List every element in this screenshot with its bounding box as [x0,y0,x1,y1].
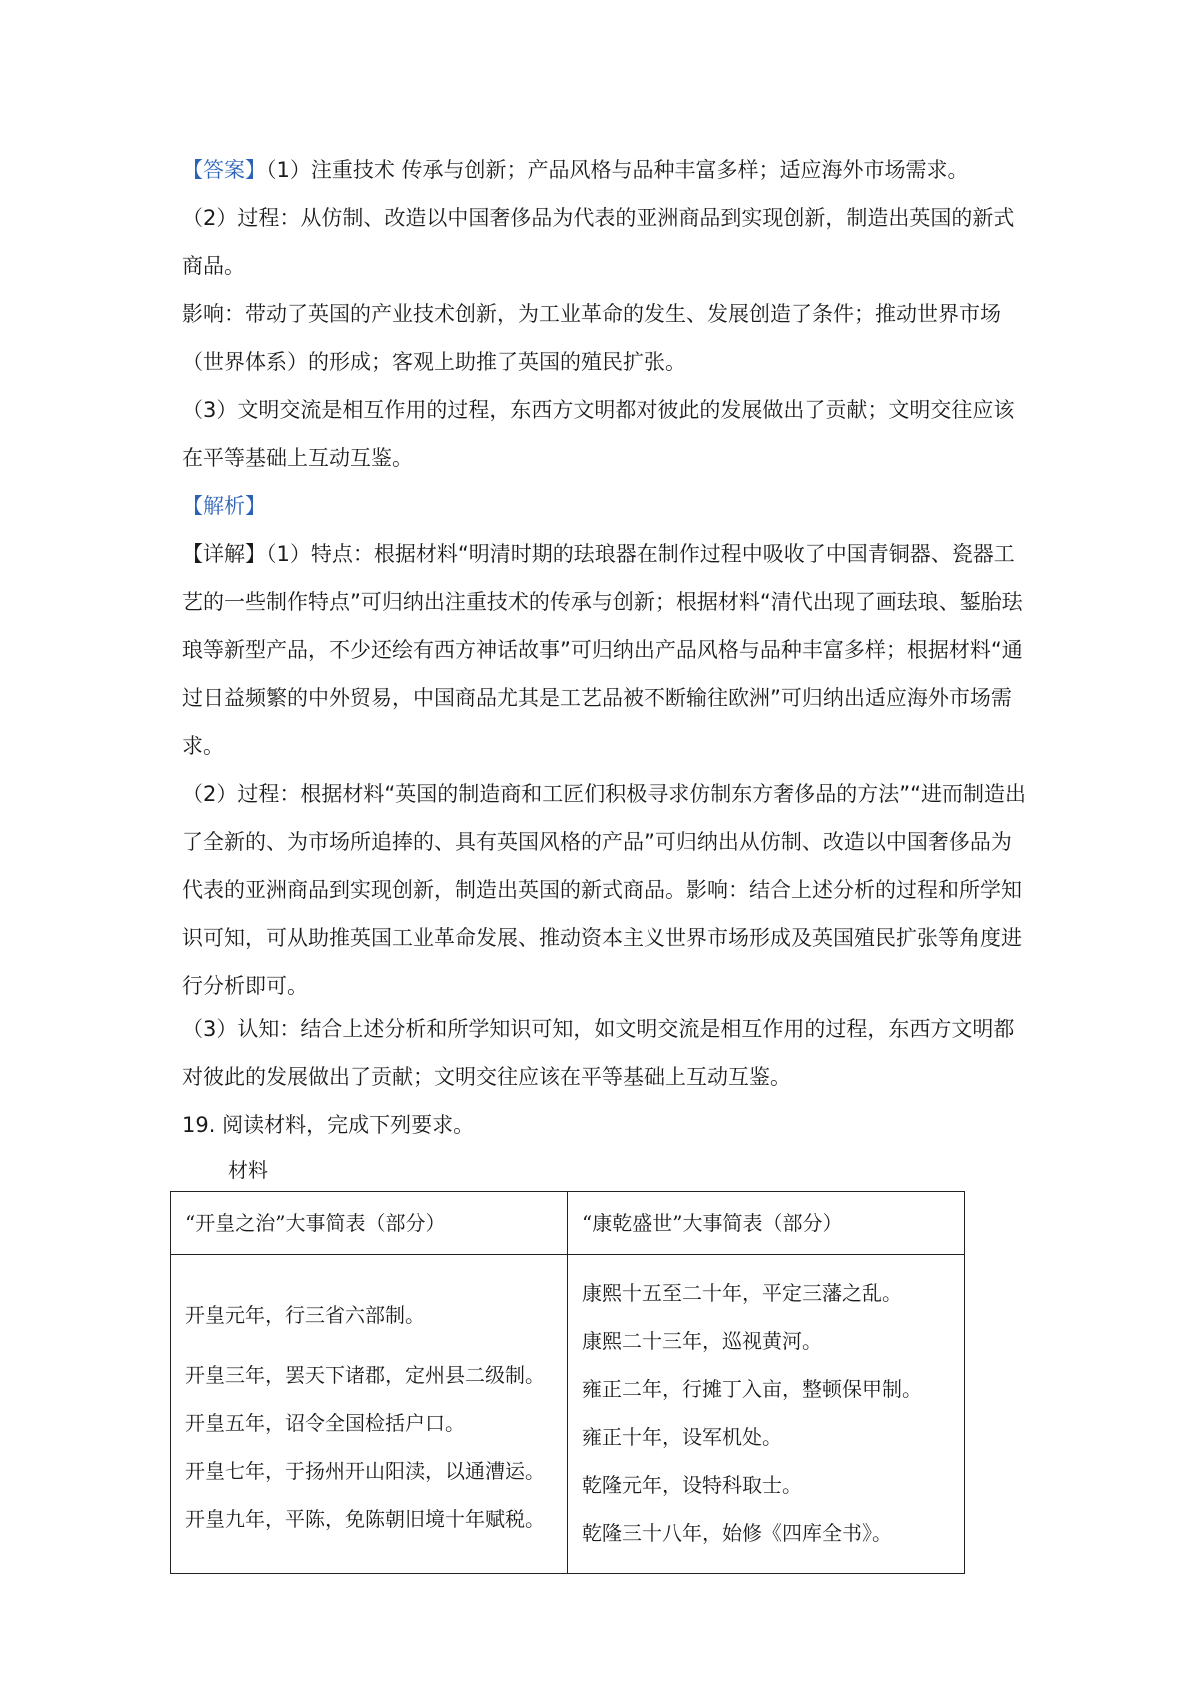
header-kangqian: “康乾盛世”大事简表（部分） [568,1192,965,1255]
list-item: 开皇五年，诏令全国检括户口。 [185,1411,465,1435]
list-item: 乾隆三十八年，始修《四库全书》。 [582,1521,892,1545]
list-item: 雍正二年，行摊丁入亩，整顿保甲制。 [582,1377,922,1401]
list-item: 乾隆元年，设特科取士。 [582,1473,802,1497]
detail-tag: 【详解】 [182,542,266,566]
list-item: 开皇三年，罢天下诸郡，定州县二级制。 [185,1363,545,1387]
analysis-tag: 【解析】 [182,494,266,518]
analysis-heading [182,482,1028,530]
events-table [170,1191,965,1574]
list-item: 开皇七年，于扬州开山阳渎，以通漕运。 [185,1459,545,1483]
list-item: 雍正十年，设军机处。 [582,1425,782,1449]
analysis-p1-text: （1）特点：根据材料“明清时期的珐琅器在制作过程中吸收了中国青铜器、瓷器工艺的一些制作特点”可归纳出注重技术的传承与创新；根据材料“清代出现了画珐琅、錾胎珐琅等新型产品，不少还绘有西方神话故事”可归纳出产品风格与品种丰富多样；根据材料“通过日益频繁的中外贸易，中国商品尤其是工艺品被不断输往欧洲”可归纳出适应海外市场需求。 [182,542,1023,758]
header-kaihuang: “开皇之治”大事简表（部分） [171,1192,568,1255]
answer-p1-text: （1）注重技术 传承与创新；产品风格与品种丰富多样；适应海外市场需求。 [266,158,969,182]
kangqian-events-cell [568,1255,965,1574]
answer-p4: （3）文明交流是相互作用的过程，东西方文明都对彼此的发展做出了贡献；文明交往应该在平等基础上互动互鉴。 [182,398,1015,470]
list-item: 康熙十五至二十年，平定三藩之乱。 [582,1281,902,1305]
list-item: 开皇元年，行三省六部制。 [185,1303,425,1327]
kaihuang-events-cell [171,1255,568,1574]
table-header-row [171,1192,965,1255]
answer-tag: 【答案】 [182,158,266,182]
question-19-prompt: 19. 阅读材料，完成下列要求。 [182,1113,475,1137]
answer-p3: 影响：带动了英国的产业技术创新，为工业革命的发生、发展创造了条件；推动世界市场（世界体系）的形成；客观上助推了英国的殖民扩张。 [182,302,1001,374]
answer-p1 [182,146,1028,194]
list-item: 开皇九年，平陈，免陈朝旧境十年赋税。 [185,1507,545,1531]
analysis-p1 [182,530,1028,770]
analysis-p3: （3）认知：结合上述分析和所学知识可知，如文明交流是相互作用的过程，东西方文明都对彼此的发展做出了贡献；文明交往应该在平等基础上互动互鉴。 [182,1017,1015,1089]
table-body-row [171,1255,965,1574]
analysis-p2: （2）过程：根据材料“英国的制造商和工匠们积极寻求仿制东方奢侈品的方法”“进而制造出了全新的、为市场所追捧的、具有英国风格的产品”可归纳出从仿制、改造以中国奢侈品为代表的亚洲商品到实现创新，制造出英国的新式商品。影响：结合上述分析的过程和所学知识可知，可从助推英国工业革命发展、推动资本主义世界市场形成及英国殖民扩张等角度进行分析即可。 [182,782,1026,998]
list-item: 康熙二十三年，巡视黄河。 [582,1329,822,1353]
material-label: 材料 [228,1158,268,1182]
answer-p2: （2）过程：从仿制、改造以中国奢侈品为代表的亚洲商品到实现创新，制造出英国的新式商品。 [182,206,1015,278]
